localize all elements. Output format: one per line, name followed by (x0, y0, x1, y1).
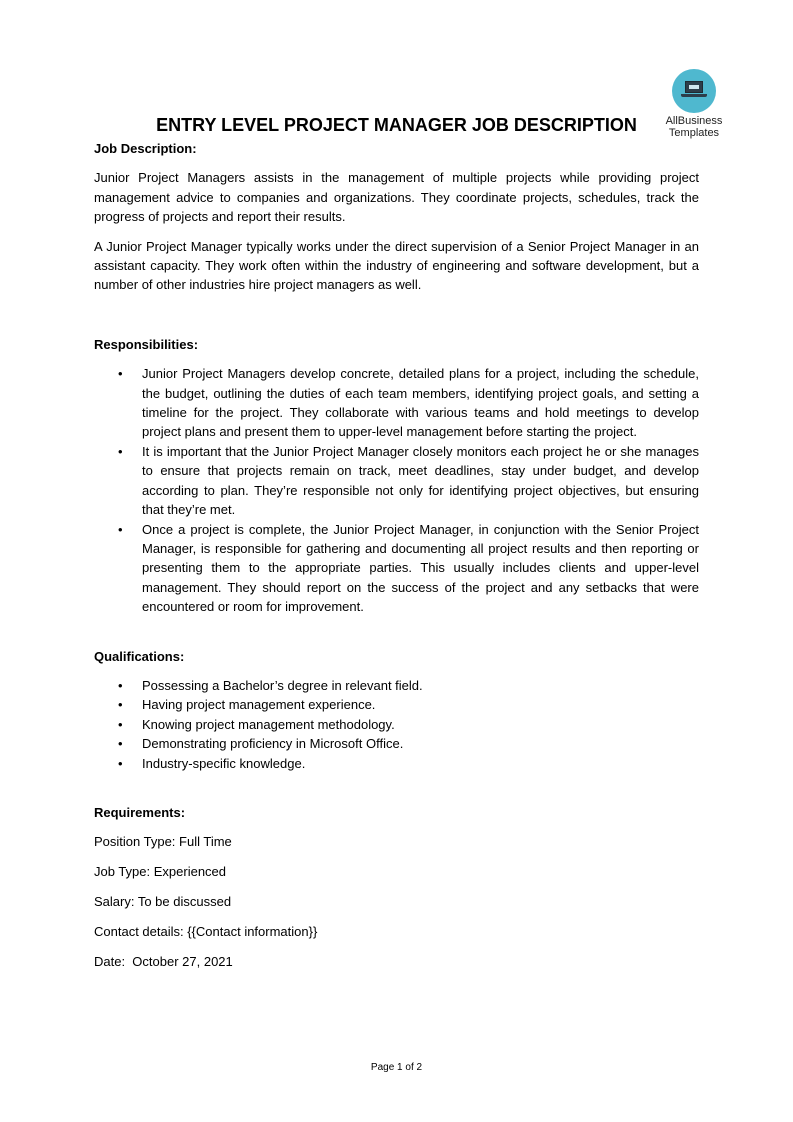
position-type: Position Type: Full Time (94, 834, 232, 850)
bullet: • (118, 443, 123, 459)
job-description-heading: Job Description: (94, 141, 197, 156)
list-item (94, 520, 699, 617)
list-item-text: Possessing a Bachelor’s degree in relevant field. (142, 677, 423, 693)
list-item-text: It is important that the Junior Project Manager closely monitors each project he or she manages to ensure that projects remain on track, meet deadlines, stay under budget, and develop according to plan. They’re responsible not only for identifying project objectives, but ensuring that they’re met. (142, 443, 699, 518)
logo-text-line2: Templates (668, 127, 720, 139)
list-item-text: Demonstrating proficiency in Microsoft Office. (142, 736, 404, 752)
requirements-heading: Requirements: (94, 804, 186, 820)
list-item (94, 442, 699, 520)
date: Date: October 27, 2021 (94, 954, 233, 970)
job-description-paragraph: A Junior Project Manager typically works under the direct supervision of a Senior Project Manager in an assistant capacity. They work often within the industry of engineering and software development, but a number of other industries hire project managers as well. (94, 238, 699, 293)
list-item (94, 676, 699, 695)
qualifications-heading: Qualifications: (94, 648, 185, 664)
list-item (94, 734, 699, 753)
contact-details: Contact details: {{Contact information}} (94, 924, 318, 940)
bullet: • (118, 697, 123, 713)
logo-text-line1: AllBusiness (665, 115, 723, 127)
list-item (94, 715, 699, 734)
job-type: Job Type: Experienced (94, 864, 227, 880)
list-item-text: Junior Project Managers develop concrete, detailed plans for a project, including the schedule, the budget, outlining the duties of each team members, identifying project goals, and setting a timeline for the project. They collaborate with various teams and hold meetings to develop project plans and present them to upper-level management before starting the project. (142, 366, 699, 440)
document-title: ENTRY LEVEL PROJECT MANAGER JOB DESCRIPTION (156, 115, 637, 135)
bullet: • (118, 366, 123, 382)
list-item-text: Having project management experience. (142, 697, 376, 713)
responsibilities-list (94, 364, 699, 616)
qualifications-list (94, 676, 699, 773)
document-body (94, 139, 699, 982)
page-number: Page 1 of 2 (370, 1062, 423, 1073)
responsibilities-heading: Responsibilities: (94, 336, 199, 352)
list-item (94, 364, 699, 442)
bullet: • (118, 736, 123, 752)
laptop-icon (672, 69, 716, 113)
bullet: • (118, 716, 123, 732)
list-item-text: Knowing project management methodology. (142, 716, 395, 732)
list-item (94, 754, 699, 773)
salary: Salary: To be discussed (94, 894, 232, 910)
job-description-paragraph: Junior Project Managers assists in the management of multiple projects while providing project management advice to companies and organizations. They coordinate projects, schedules, track the progress of projects and report their results. (94, 170, 699, 225)
bullet: • (118, 677, 123, 693)
list-item-text: Industry-specific knowledge. (142, 755, 306, 771)
list-item-text: Once a project is complete, the Junior Project Manager, in conjunction with the Senior Project Manager, is responsible for gathering and documenting all project results and then reporting or presenting them to the appropriate parties. This usually includes clients and upper-level management. They should report on the success of the project and any setbacks that were encountered or room for improvement. (142, 521, 699, 615)
bullet: • (118, 521, 123, 537)
bullet: • (118, 755, 123, 771)
list-item (94, 695, 699, 714)
